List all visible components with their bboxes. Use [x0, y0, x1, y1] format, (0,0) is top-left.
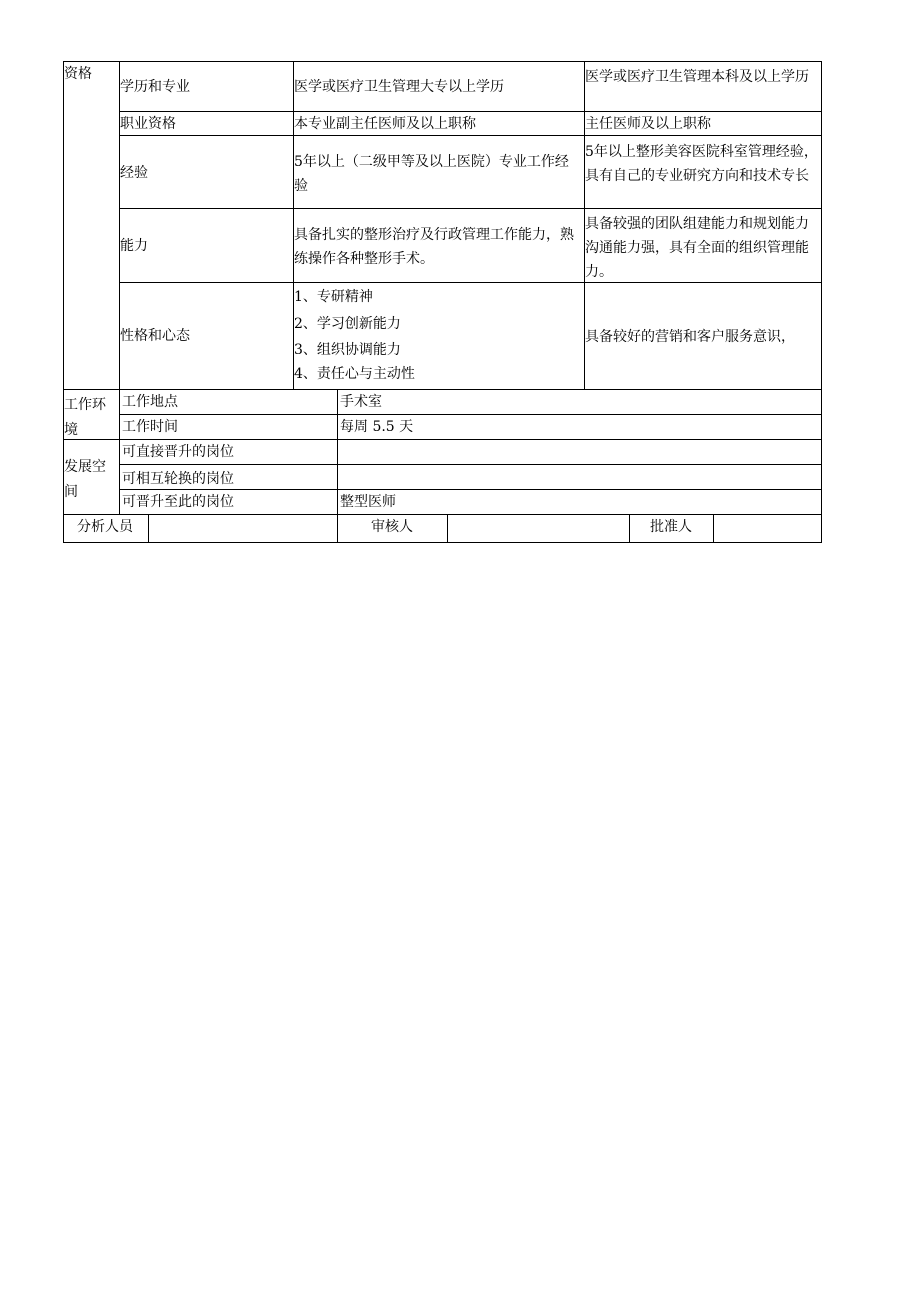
env-row-1-value: 手术室: [340, 394, 382, 410]
dev-row-1-label: 可直接晋升的岗位: [122, 444, 234, 460]
dev-row-3-label-cell: [119, 489, 338, 515]
reviewer-value-cell[interactable]: [447, 514, 630, 543]
env-row-2-label: 工作时间: [122, 419, 178, 435]
env-row-2-value-cell: [337, 414, 822, 440]
environment-section-cell: [63, 389, 120, 440]
qual-row-3-preferred: 5年以上整形美容医院科室管理经验，具有自己的专业研究方向和技术专长: [585, 144, 818, 184]
qualification-section-cell: [63, 61, 120, 390]
qual-row-5-label-cell: [119, 282, 294, 390]
qual-row-2-preferred: 主任医师及以上职称: [585, 116, 711, 132]
qual-row-4-basic: 具备扎实的整形治疗及行政管理工作能力，熟练操作各种整形手术。: [294, 227, 574, 267]
trait-item-2: 2、学习创新能力: [294, 316, 401, 332]
qual-row-3-basic: 5年以上（二级甲等及以上医院）专业工作经验: [294, 154, 569, 194]
qual-row-4-label: 能力: [120, 238, 148, 254]
analyst-label: 分析人员: [77, 519, 133, 535]
reviewer-label-cell: [337, 514, 448, 543]
qualification-section-label: 资格: [64, 66, 92, 82]
env-row-2-value: 每周 5.5 天: [340, 419, 414, 435]
qual-row-1-label: 学历和专业: [120, 79, 190, 95]
qual-row-1-preferred: 医学或医疗卫生管理本科及以上学历: [585, 69, 809, 85]
qual-row-5-basic-cell: [293, 282, 585, 390]
dev-row-2-label-cell: [119, 464, 338, 490]
qual-row-3-label-cell: [119, 135, 294, 209]
dev-row-2-label: 可相互轮换的岗位: [122, 471, 234, 487]
qual-row-1-preferred-cell: [584, 61, 822, 112]
qual-row-1-label-cell: [119, 61, 294, 112]
trait-item-4: 4、责任心与主动性: [294, 366, 415, 382]
qual-row-2-preferred-cell: [584, 111, 822, 136]
qual-row-5-label: 性格和心态: [120, 328, 190, 344]
reviewer-label: 审核人: [371, 519, 413, 535]
qual-row-2-label: 职业资格: [120, 116, 176, 132]
trait-item-3: 3、组织协调能力: [294, 342, 401, 358]
qual-row-4-label-cell: [119, 208, 294, 283]
qual-row-1-basic-cell: [293, 61, 585, 112]
qual-row-2-basic: 本专业副主任医师及以上职称: [294, 116, 476, 132]
environment-section-label: 工作环境: [64, 397, 106, 438]
qual-row-5-preferred: 具备较好的营销和客户服务意识，: [585, 329, 795, 345]
approver-label-cell: [629, 514, 714, 543]
development-section-label: 发展空间: [64, 459, 106, 500]
qual-row-3-preferred-cell: [584, 135, 822, 209]
qual-row-2-basic-cell: [293, 111, 585, 136]
qual-row-2-label-cell: [119, 111, 294, 136]
qual-row-4-basic-cell: [293, 208, 585, 283]
approver-label: 批准人: [650, 519, 692, 535]
qual-row-4-preferred-cell: [584, 208, 822, 283]
qual-row-5-preferred-cell: [584, 282, 822, 390]
dev-row-1-label-cell: [119, 439, 338, 465]
qual-row-4-preferred: 具备较强的团队组建能力和规划能力沟通能力强，具有全面的组织管理能力。: [585, 216, 809, 280]
qual-row-3-label: 经验: [120, 165, 148, 181]
env-row-2-label-cell: [119, 414, 338, 440]
analyst-label-cell: [63, 514, 149, 543]
development-section-cell: [63, 439, 120, 515]
dev-row-3-label: 可晋升至此的岗位: [122, 494, 234, 510]
analyst-value-cell[interactable]: [148, 514, 338, 543]
dev-row-2-value-cell: [337, 464, 822, 490]
env-row-1-label-cell: [119, 389, 338, 415]
qual-row-1-basic: 医学或医疗卫生管理大专以上学历: [294, 79, 504, 95]
dev-row-3-value: 整型医师: [340, 494, 396, 510]
qual-row-3-basic-cell: [293, 135, 585, 209]
approver-value-cell[interactable]: [713, 514, 822, 543]
dev-row-3-value-cell: [337, 489, 822, 515]
env-row-1-value-cell: [337, 389, 822, 415]
dev-row-1-value-cell: [337, 439, 822, 465]
env-row-1-label: 工作地点: [122, 394, 178, 410]
trait-item-1: 1、专研精神: [294, 289, 373, 305]
